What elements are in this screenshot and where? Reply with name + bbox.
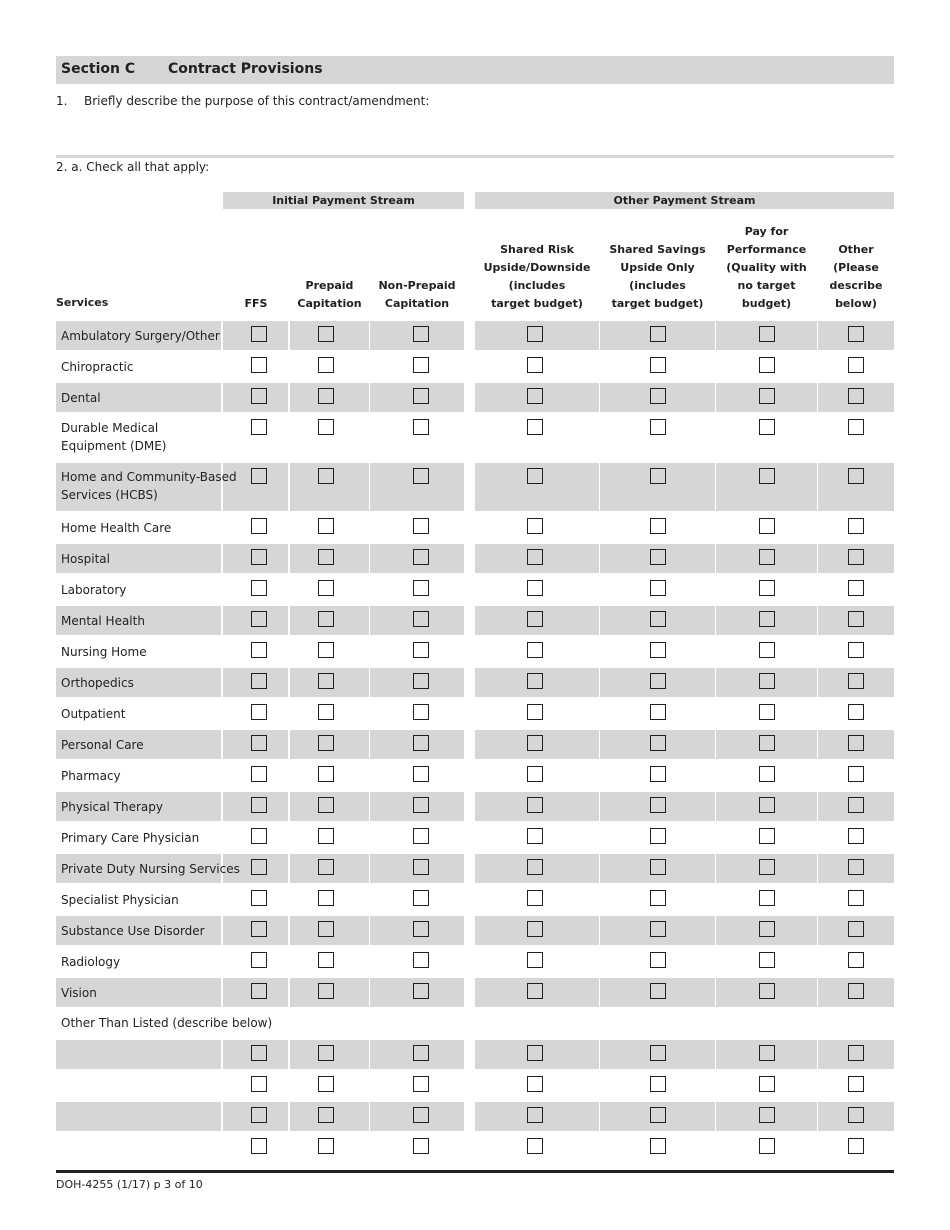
- column-header-line: Capitation: [384, 297, 450, 310]
- prepaid-capitation-checkbox[interactable]: [318, 673, 334, 689]
- column-header-line: Other: [838, 243, 874, 256]
- shared-risk-checkbox[interactable]: [527, 580, 543, 596]
- ffs-checkbox[interactable]: [251, 704, 267, 720]
- column-header-line: target budget): [491, 297, 583, 310]
- service-label-line: Radiology: [61, 955, 121, 969]
- other-checkbox[interactable]: [848, 357, 864, 373]
- prepaid-capitation-checkbox[interactable]: [318, 890, 334, 906]
- pay-for-performance-checkbox[interactable]: [759, 518, 775, 534]
- prepaid-capitation-checkbox[interactable]: [318, 580, 334, 596]
- initial-payment-stream-header: Initial Payment Stream: [223, 192, 464, 209]
- pay-for-performance-checkbox[interactable]: [759, 326, 775, 342]
- pay-for-performance-checkbox[interactable]: [759, 468, 775, 484]
- service-row: [56, 606, 894, 635]
- column-header-line: target budget): [611, 297, 704, 310]
- prepaid-capitation-checkbox[interactable]: [318, 1107, 334, 1123]
- ffs-checkbox[interactable]: [251, 797, 267, 813]
- shared-risk-checkbox[interactable]: [527, 921, 543, 937]
- prepaid-capitation-checkbox[interactable]: [318, 611, 334, 627]
- ffs-checkbox[interactable]: [251, 1076, 267, 1092]
- non-prepaid-capitation-checkbox[interactable]: [413, 326, 429, 342]
- shared-savings-checkbox[interactable]: [650, 419, 666, 435]
- shared-risk-checkbox[interactable]: [527, 1045, 543, 1061]
- non-prepaid-capitation-checkbox[interactable]: [413, 859, 429, 875]
- question-1-number: 1.: [56, 94, 68, 108]
- ffs-checkbox[interactable]: [251, 611, 267, 627]
- service-label-line: Durable Medical: [61, 421, 159, 435]
- service-row: [56, 575, 894, 604]
- ffs-checkbox[interactable]: [251, 419, 267, 435]
- service-label-line: Laboratory: [61, 583, 127, 597]
- services-column-header: Services: [56, 296, 109, 309]
- other-checkbox[interactable]: [848, 921, 864, 937]
- non-prepaid-capitation-checkbox[interactable]: [413, 921, 429, 937]
- other-checkbox[interactable]: [848, 797, 864, 813]
- shared-savings-checkbox[interactable]: [650, 580, 666, 596]
- service-label-line: Home and Community-Based: [61, 470, 237, 484]
- section-title: Contract Provisions: [168, 61, 323, 77]
- service-label-line: Primary Care Physician: [61, 831, 200, 845]
- prepaid-capitation-column-header: [290, 277, 369, 313]
- shared-savings-checkbox[interactable]: [650, 766, 666, 782]
- non-prepaid-capitation-checkbox[interactable]: [413, 735, 429, 751]
- table-cell: [56, 1040, 221, 1069]
- column-header-line: no target: [737, 279, 796, 292]
- service-row: [56, 513, 894, 542]
- other-checkbox[interactable]: [848, 1138, 864, 1154]
- service-label: [61, 798, 163, 816]
- non-prepaid-capitation-checkbox[interactable]: [413, 357, 429, 373]
- non-prepaid-capitation-checkbox[interactable]: [413, 468, 429, 484]
- service-label: [61, 419, 167, 455]
- service-row: [56, 637, 894, 666]
- other-checkbox[interactable]: [848, 518, 864, 534]
- service-row: [56, 730, 894, 759]
- section-label: Section C: [61, 61, 136, 77]
- other-checkbox[interactable]: [848, 549, 864, 565]
- service-label: [61, 860, 240, 878]
- service-label-line: Services (HCBS): [61, 488, 158, 502]
- non-prepaid-capitation-checkbox[interactable]: [413, 388, 429, 404]
- pay-for-performance-checkbox[interactable]: [759, 1076, 775, 1092]
- service-label-line: Substance Use Disorder: [61, 924, 205, 938]
- shared-risk-checkbox[interactable]: [527, 983, 543, 999]
- pay-for-performance-checkbox[interactable]: [759, 766, 775, 782]
- table-cell: [56, 1071, 221, 1100]
- shared-risk-checkbox[interactable]: [527, 326, 543, 342]
- shared-risk-checkbox[interactable]: [527, 797, 543, 813]
- service-label-line: Pharmacy: [61, 769, 121, 783]
- other-payment-stream-header: Other Payment Stream: [475, 192, 894, 209]
- shared-savings-checkbox[interactable]: [650, 518, 666, 534]
- other-checkbox[interactable]: [848, 1076, 864, 1092]
- ffs-checkbox[interactable]: [251, 642, 267, 658]
- non-prepaid-capitation-checkbox[interactable]: [413, 549, 429, 565]
- other-column-header: [818, 241, 894, 313]
- shared-savings-checkbox[interactable]: [650, 357, 666, 373]
- shared-risk-checkbox[interactable]: [527, 549, 543, 565]
- service-label: [61, 705, 125, 723]
- question-1-text: Briefly describe the purpose of this contract/amendment:: [84, 94, 430, 108]
- service-label-line: Mental Health: [61, 614, 145, 628]
- pay-for-performance-checkbox[interactable]: [759, 673, 775, 689]
- service-label: [61, 984, 97, 1002]
- shared-savings-checkbox[interactable]: [650, 468, 666, 484]
- pay-for-performance-checkbox[interactable]: [759, 797, 775, 813]
- column-header-line: (includes: [508, 279, 566, 292]
- non-prepaid-capitation-checkbox[interactable]: [413, 419, 429, 435]
- service-label-line: Nursing Home: [61, 645, 147, 659]
- pay-for-performance-checkbox[interactable]: [759, 1107, 775, 1123]
- non-prepaid-capitation-checkbox[interactable]: [413, 983, 429, 999]
- other-checkbox[interactable]: [848, 704, 864, 720]
- service-row: [56, 383, 894, 412]
- ffs-checkbox[interactable]: [251, 890, 267, 906]
- prepaid-capitation-checkbox[interactable]: [318, 797, 334, 813]
- shared-risk-checkbox[interactable]: [527, 735, 543, 751]
- prepaid-capitation-checkbox[interactable]: [318, 735, 334, 751]
- column-header-line: (Quality with: [726, 261, 807, 274]
- service-label-line: Physical Therapy: [61, 800, 163, 814]
- shared-savings-checkbox[interactable]: [650, 1138, 666, 1154]
- non-prepaid-capitation-checkbox[interactable]: [413, 952, 429, 968]
- other-checkbox[interactable]: [848, 642, 864, 658]
- column-header-line: Non-Prepaid: [378, 279, 456, 292]
- other-checkbox[interactable]: [848, 326, 864, 342]
- ffs-checkbox[interactable]: [251, 388, 267, 404]
- non-prepaid-capitation-checkbox[interactable]: [413, 828, 429, 844]
- other-service-row: [56, 1040, 894, 1069]
- ffs-checkbox[interactable]: [251, 1045, 267, 1061]
- column-header-line: Performance: [726, 243, 807, 256]
- other-checkbox[interactable]: [848, 952, 864, 968]
- non-prepaid-capitation-checkbox[interactable]: [413, 797, 429, 813]
- service-label: [61, 612, 145, 630]
- ffs-checkbox[interactable]: [251, 1107, 267, 1123]
- pay-for-performance-checkbox[interactable]: [759, 357, 775, 373]
- divider: [56, 155, 894, 158]
- shared-risk-checkbox[interactable]: [527, 642, 543, 658]
- shared-savings-checkbox[interactable]: [650, 642, 666, 658]
- other-checkbox[interactable]: [848, 859, 864, 875]
- non-prepaid-capitation-checkbox[interactable]: [413, 518, 429, 534]
- column-header-line: Pay for: [744, 225, 789, 238]
- prepaid-capitation-checkbox[interactable]: [318, 1076, 334, 1092]
- prepaid-capitation-checkbox[interactable]: [318, 468, 334, 484]
- column-header-line: (includes: [629, 279, 686, 292]
- service-label: [61, 519, 171, 537]
- other-than-listed-label: Other Than Listed (describe below): [61, 1016, 273, 1030]
- column-header-line: Shared Risk: [500, 243, 574, 256]
- service-row: [56, 761, 894, 790]
- service-row: [56, 854, 894, 883]
- service-label-line: Vision: [61, 986, 97, 1000]
- service-label: [61, 550, 110, 568]
- service-label-line: Chiropractic: [61, 360, 134, 374]
- service-label-line: Outpatient: [61, 707, 126, 721]
- non-prepaid-capitation-column-header: [370, 277, 464, 313]
- service-row: [56, 885, 894, 914]
- non-prepaid-capitation-checkbox[interactable]: [413, 766, 429, 782]
- service-label: [61, 468, 237, 504]
- other-checkbox[interactable]: [848, 766, 864, 782]
- service-label-line: Home Health Care: [61, 521, 172, 535]
- service-row: [56, 978, 894, 1007]
- shared-savings-checkbox[interactable]: [650, 828, 666, 844]
- shared-savings-checkbox[interactable]: [650, 952, 666, 968]
- service-row: [56, 947, 894, 976]
- shared-risk-column-header: [475, 241, 599, 313]
- shared-risk-checkbox[interactable]: [527, 952, 543, 968]
- column-header-line: Capitation: [297, 297, 362, 310]
- table-cell: [56, 1102, 221, 1131]
- prepaid-capitation-checkbox[interactable]: [318, 859, 334, 875]
- column-header-line: below): [835, 297, 877, 310]
- ffs-checkbox[interactable]: [251, 735, 267, 751]
- service-label-line: Specialist Physician: [61, 893, 179, 907]
- non-prepaid-capitation-checkbox[interactable]: [413, 642, 429, 658]
- non-prepaid-capitation-checkbox[interactable]: [413, 890, 429, 906]
- other-checkbox[interactable]: [848, 890, 864, 906]
- non-prepaid-capitation-checkbox[interactable]: [413, 704, 429, 720]
- shared-savings-checkbox[interactable]: [650, 983, 666, 999]
- pay-for-performance-checkbox[interactable]: [759, 952, 775, 968]
- prepaid-capitation-checkbox[interactable]: [318, 828, 334, 844]
- non-prepaid-capitation-checkbox[interactable]: [413, 1138, 429, 1154]
- pay-for-performance-checkbox[interactable]: [759, 704, 775, 720]
- shared-savings-checkbox[interactable]: [650, 549, 666, 565]
- other-checkbox[interactable]: [848, 735, 864, 751]
- column-header-line: (Please: [833, 261, 879, 274]
- service-label: [61, 891, 179, 909]
- service-label-line: Personal Care: [61, 738, 144, 752]
- bottom-rule: [56, 1170, 894, 1173]
- service-row: [56, 916, 894, 945]
- pay-for-performance-checkbox[interactable]: [759, 419, 775, 435]
- prepaid-capitation-checkbox[interactable]: [318, 704, 334, 720]
- pay-for-performance-checkbox[interactable]: [759, 859, 775, 875]
- pay-for-performance-checkbox[interactable]: [759, 580, 775, 596]
- service-label-line: Orthopedics: [61, 676, 134, 690]
- shared-risk-checkbox[interactable]: [527, 1076, 543, 1092]
- shared-savings-checkbox[interactable]: [650, 704, 666, 720]
- pay-for-performance-checkbox[interactable]: [759, 921, 775, 937]
- shared-risk-checkbox[interactable]: [527, 766, 543, 782]
- shared-savings-checkbox[interactable]: [650, 1045, 666, 1061]
- pay-for-performance-checkbox[interactable]: [759, 388, 775, 404]
- service-row: [56, 321, 894, 350]
- service-label: [61, 736, 144, 754]
- shared-risk-checkbox[interactable]: [527, 388, 543, 404]
- service-label: [61, 829, 199, 847]
- pay-for-performance-checkbox[interactable]: [759, 549, 775, 565]
- other-service-row: [56, 1071, 894, 1100]
- other-checkbox[interactable]: [848, 983, 864, 999]
- other-checkbox[interactable]: [848, 1045, 864, 1061]
- column-header-line: Shared Savings: [609, 243, 706, 256]
- non-prepaid-capitation-checkbox[interactable]: [413, 1107, 429, 1123]
- pay-for-performance-checkbox[interactable]: [759, 828, 775, 844]
- question-1: [56, 94, 429, 108]
- ffs-checkbox[interactable]: [251, 326, 267, 342]
- shared-savings-checkbox[interactable]: [650, 611, 666, 627]
- prepaid-capitation-checkbox[interactable]: [318, 921, 334, 937]
- shared-risk-checkbox[interactable]: [527, 1138, 543, 1154]
- pay-for-performance-checkbox[interactable]: [759, 983, 775, 999]
- prepaid-capitation-checkbox[interactable]: [318, 642, 334, 658]
- ffs-checkbox[interactable]: [251, 518, 267, 534]
- prepaid-capitation-checkbox[interactable]: [318, 326, 334, 342]
- prepaid-capitation-checkbox[interactable]: [318, 1045, 334, 1061]
- table-cell: [56, 1133, 221, 1162]
- service-label-line: Dental: [61, 391, 101, 405]
- shared-savings-checkbox[interactable]: [650, 890, 666, 906]
- pay-for-performance-checkbox[interactable]: [759, 890, 775, 906]
- ffs-checkbox[interactable]: [251, 828, 267, 844]
- shared-risk-checkbox[interactable]: [527, 518, 543, 534]
- service-row: [56, 699, 894, 728]
- non-prepaid-capitation-checkbox[interactable]: [413, 580, 429, 596]
- shared-savings-checkbox[interactable]: [650, 859, 666, 875]
- prepaid-capitation-checkbox[interactable]: [318, 952, 334, 968]
- ffs-checkbox[interactable]: [251, 921, 267, 937]
- shared-savings-checkbox[interactable]: [650, 326, 666, 342]
- service-label-line: Hospital: [61, 552, 110, 566]
- service-row: [56, 823, 894, 852]
- service-label: [61, 953, 120, 971]
- ffs-checkbox[interactable]: [251, 859, 267, 875]
- prepaid-capitation-checkbox[interactable]: [318, 549, 334, 565]
- service-row: [56, 544, 894, 573]
- other-service-row: [56, 1133, 894, 1162]
- pay-for-performance-checkbox[interactable]: [759, 642, 775, 658]
- pay-for-performance-checkbox[interactable]: [759, 1138, 775, 1154]
- shared-risk-checkbox[interactable]: [527, 828, 543, 844]
- ffs-checkbox[interactable]: [251, 549, 267, 565]
- service-label: [61, 581, 126, 599]
- shared-savings-checkbox[interactable]: [650, 673, 666, 689]
- service-label: [61, 389, 101, 407]
- shared-risk-checkbox[interactable]: [527, 704, 543, 720]
- ffs-checkbox[interactable]: [251, 468, 267, 484]
- pay-for-performance-checkbox[interactable]: [759, 611, 775, 627]
- non-prepaid-capitation-checkbox[interactable]: [413, 1045, 429, 1061]
- service-label-line: Ambulatory Surgery/Other: [61, 329, 220, 343]
- service-label: [61, 674, 134, 692]
- ffs-checkbox[interactable]: [251, 766, 267, 782]
- other-checkbox[interactable]: [848, 580, 864, 596]
- prepaid-capitation-checkbox[interactable]: [318, 357, 334, 373]
- other-checkbox[interactable]: [848, 673, 864, 689]
- service-label: [61, 767, 121, 785]
- shared-risk-checkbox[interactable]: [527, 859, 543, 875]
- non-prepaid-capitation-checkbox[interactable]: [413, 673, 429, 689]
- column-header-line: describe: [829, 279, 883, 292]
- shared-savings-column-header: [600, 241, 715, 313]
- shared-savings-checkbox[interactable]: [650, 1107, 666, 1123]
- prepaid-capitation-checkbox[interactable]: [318, 1138, 334, 1154]
- prepaid-capitation-checkbox[interactable]: [318, 388, 334, 404]
- shared-savings-checkbox[interactable]: [650, 921, 666, 937]
- prepaid-capitation-checkbox[interactable]: [318, 419, 334, 435]
- shared-risk-checkbox[interactable]: [527, 611, 543, 627]
- column-header-line: budget): [741, 297, 792, 310]
- ffs-checkbox[interactable]: [251, 357, 267, 373]
- pay-for-performance-checkbox[interactable]: [759, 735, 775, 751]
- prepaid-capitation-checkbox[interactable]: [318, 983, 334, 999]
- shared-risk-checkbox[interactable]: [527, 673, 543, 689]
- other-checkbox[interactable]: [848, 828, 864, 844]
- shared-risk-checkbox[interactable]: [527, 890, 543, 906]
- other-checkbox[interactable]: [848, 388, 864, 404]
- pay-for-performance-column-header: [716, 223, 817, 313]
- service-row: [56, 792, 894, 821]
- ffs-checkbox[interactable]: [251, 673, 267, 689]
- section-header-bar: [56, 56, 894, 84]
- service-row: [56, 414, 894, 461]
- non-prepaid-capitation-checkbox[interactable]: [413, 1076, 429, 1092]
- shared-savings-checkbox[interactable]: [650, 388, 666, 404]
- other-checkbox[interactable]: [848, 611, 864, 627]
- shared-risk-checkbox[interactable]: [527, 357, 543, 373]
- ffs-checkbox[interactable]: [251, 983, 267, 999]
- column-header-line: Prepaid: [305, 279, 354, 292]
- pay-for-performance-checkbox[interactable]: [759, 1045, 775, 1061]
- ffs-checkbox[interactable]: [251, 1138, 267, 1154]
- non-prepaid-capitation-checkbox[interactable]: [413, 611, 429, 627]
- prepaid-capitation-checkbox[interactable]: [318, 766, 334, 782]
- column-header-line: FFS: [244, 297, 268, 310]
- shared-risk-checkbox[interactable]: [527, 1107, 543, 1123]
- service-row: [56, 352, 894, 381]
- service-row: [56, 668, 894, 697]
- column-header-line: Upside/Downside: [483, 261, 591, 274]
- service-label-line: Private Duty Nursing Services: [61, 862, 240, 876]
- other-checkbox[interactable]: [848, 1107, 864, 1123]
- shared-savings-checkbox[interactable]: [650, 797, 666, 813]
- ffs-column-header: [223, 295, 289, 313]
- shared-savings-checkbox[interactable]: [650, 735, 666, 751]
- form-footer: DOH-4255 (1/17) p 3 of 10: [56, 1178, 203, 1191]
- column-header-line: Upside Only: [620, 261, 695, 274]
- shared-savings-checkbox[interactable]: [650, 1076, 666, 1092]
- other-checkbox[interactable]: [848, 468, 864, 484]
- shared-risk-checkbox[interactable]: [527, 468, 543, 484]
- ffs-checkbox[interactable]: [251, 580, 267, 596]
- service-label: [61, 358, 133, 376]
- other-service-row: [56, 1102, 894, 1131]
- service-label: [61, 643, 147, 661]
- shared-risk-checkbox[interactable]: [527, 419, 543, 435]
- service-row: [56, 463, 894, 511]
- other-checkbox[interactable]: [848, 419, 864, 435]
- service-label: [61, 327, 220, 345]
- ffs-checkbox[interactable]: [251, 952, 267, 968]
- service-label: [61, 922, 205, 940]
- question-2-text: 2. a. Check all that apply:: [56, 160, 210, 174]
- service-label-line: Equipment (DME): [61, 439, 167, 453]
- prepaid-capitation-checkbox[interactable]: [318, 518, 334, 534]
